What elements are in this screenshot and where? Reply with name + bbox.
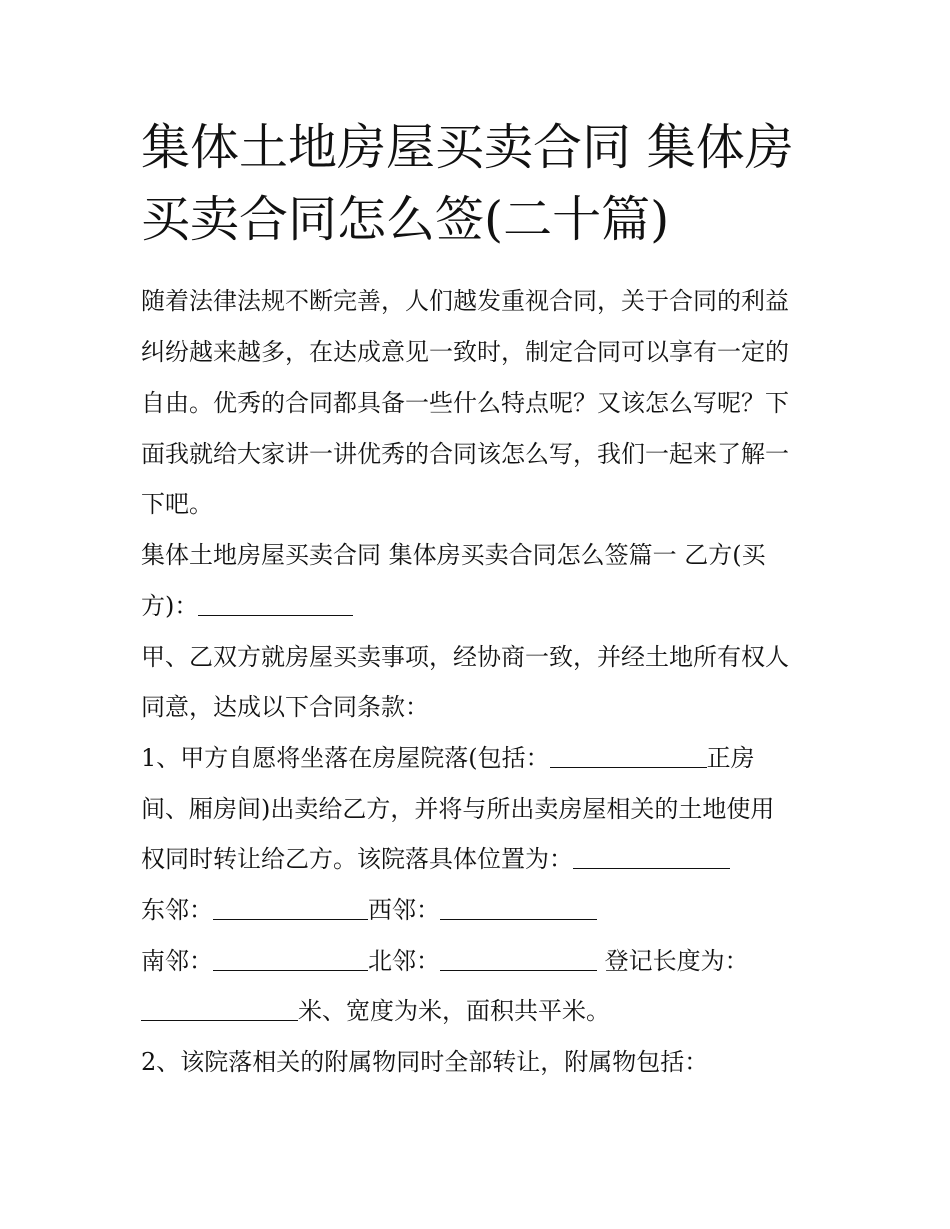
location-blank <box>573 846 730 869</box>
intro-line-1: 随着法律法规不断完善，人们越发重视合同，关于合同的利益 <box>141 287 789 315</box>
south-north-line <box>141 944 749 978</box>
clause1-start: 1、甲方自愿将坐落在房屋院落(包括： <box>141 744 550 772</box>
intro-line-3: 自由。优秀的合同都具备一些什么特点呢？又该怎么写呢？下 <box>141 389 789 417</box>
length-blank <box>141 998 298 1021</box>
size-text: 米、宽度为米，面积共平米。 <box>298 997 610 1025</box>
section1-heading: 集体土地房屋买卖合同 集体房买卖合同怎么签篇一 乙方(买 <box>141 541 766 569</box>
buyer-line <box>141 589 353 623</box>
location-label: 权同时转让给乙方。该院落具体位置为： <box>141 845 573 873</box>
clause1-main-room: 正房 <box>706 744 755 772</box>
south-label: 南邻： <box>141 947 213 975</box>
clause1-line-2: 间、厢房间)出卖给乙方，并将与所出卖房屋相关的土地使用 <box>141 795 775 823</box>
east-label: 东邻： <box>141 896 213 924</box>
intro-line-4: 面我就给大家讲一讲优秀的合同该怎么写，我们一起来了解一 <box>141 440 789 468</box>
intro-line-5: 下吧。 <box>141 490 213 518</box>
buyer-label: 方)： <box>141 592 199 620</box>
clause1-blank <box>550 745 707 768</box>
east-blank <box>213 897 368 920</box>
south-blank <box>213 948 368 971</box>
buyer-blank <box>198 593 353 616</box>
intro-line-2: 纠纷越来越多，在达成意见一致时，制定合同可以享有一定的 <box>141 338 789 366</box>
agreement-line-1: 甲、乙双方就房屋买卖事项，经协商一致，并经土地所有权人 <box>141 643 789 671</box>
west-label: 西邻： <box>368 896 440 924</box>
clause1-line-1 <box>141 741 755 775</box>
east-west-line <box>141 893 597 927</box>
north-label: 北邻： <box>368 947 440 975</box>
clause2-line: 2、该院落相关的附属物同时全部转让，附属物包括： <box>141 1048 709 1076</box>
document-title <box>141 112 821 256</box>
clause1-line-3 <box>141 842 730 876</box>
title-line-1: 集体土地房屋买卖合同 集体房 <box>141 119 794 176</box>
agreement-line-2: 同意，达成以下合同条款： <box>141 693 429 721</box>
north-blank <box>440 948 597 971</box>
west-blank <box>440 897 597 920</box>
title-line-2: 买卖合同怎么签(二十篇) <box>141 191 670 248</box>
size-line <box>141 994 610 1028</box>
length-label: 登记长度为： <box>597 947 749 975</box>
